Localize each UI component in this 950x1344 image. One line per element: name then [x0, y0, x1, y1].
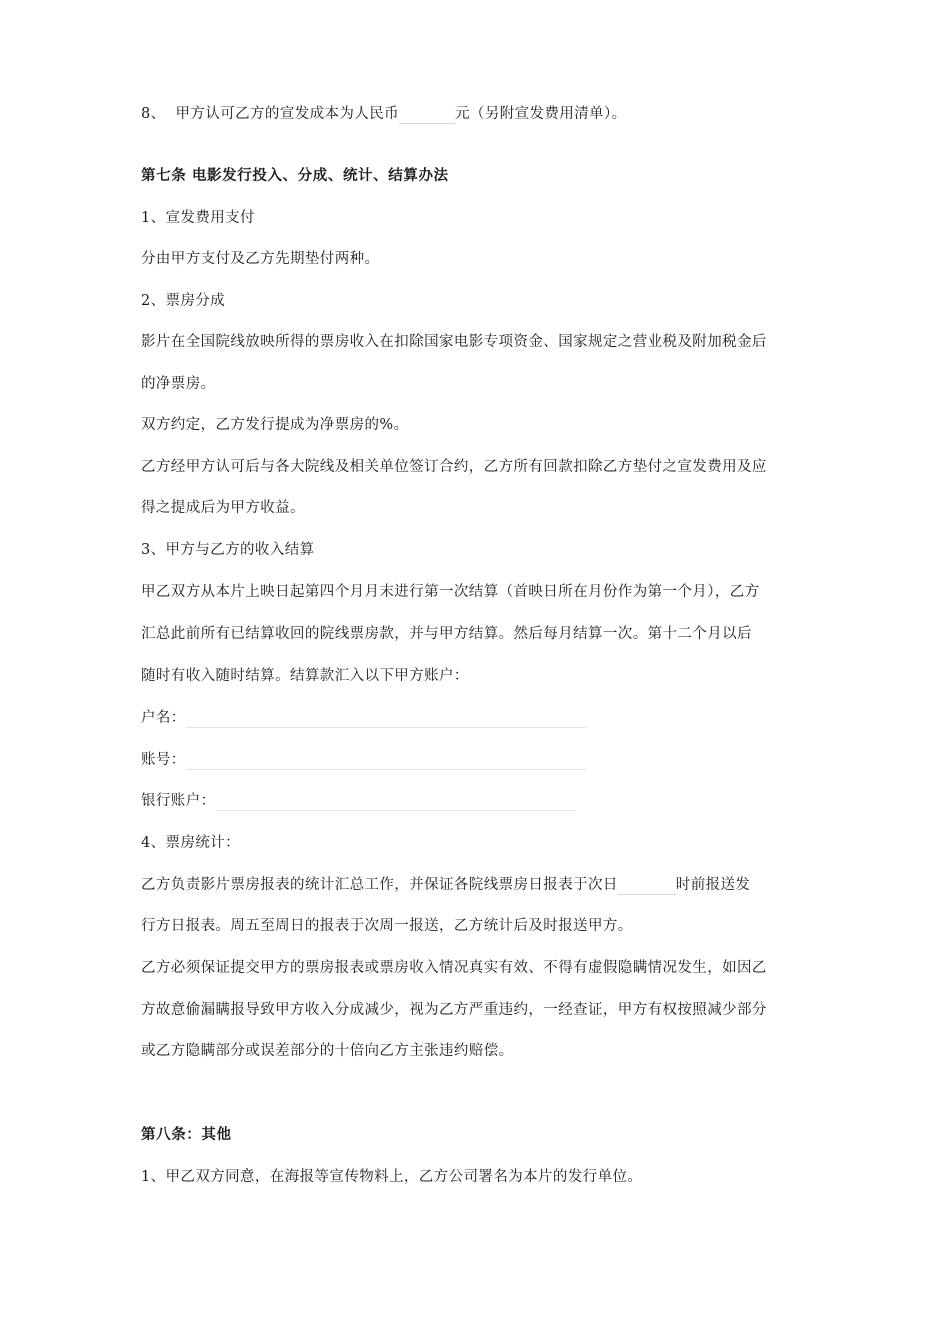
account-number-row [141, 750, 821, 770]
section-2-title: 2、票房分成 [141, 293, 226, 309]
bank-account-field[interactable] [216, 794, 576, 811]
report-time-text-after: 时前报送发 [675, 877, 751, 893]
item-8-text-after: 元（另附宣发费用清单）。 [455, 106, 627, 122]
section-1-paragraph: 分由甲方支付及乙方先期垫付两种。 [141, 251, 380, 267]
item-8-text-before: 甲方认可乙方的宣发成本为人民币 [175, 106, 400, 122]
section-3-paragraph-line-1: 甲乙双方从本片上映日起第四个月月末进行第一次结算（首映日所在月份作为第一个月），乙方 [141, 584, 760, 600]
account-name-label: 户名： [141, 710, 186, 726]
article-8-title: 第八条：其他 [141, 1126, 232, 1143]
account-name-row [141, 708, 821, 728]
article-8-section-1: 1、甲乙双方同意，在海报等宣传物料上，乙方公司署名为本片的发行单位。 [141, 1169, 643, 1185]
section-3-paragraph-line-2: 汇总此前所有已结算收回的院线票房款，并与甲方结算。然后每月结算一次。第十二个月以后 [141, 626, 752, 642]
section-4-paragraph-2-line-3: 或乙方隐瞒部分或误差部分的十倍向乙方主张违约赔偿。 [141, 1043, 514, 1059]
section-2-paragraph-2: 双方约定，乙方发行提成为净票房的%。 [141, 417, 409, 433]
section-4-paragraph-1-line-2: 行方日报表。周五至周日的报表于次周一报送，乙方统计后及时报送甲方。 [141, 918, 633, 934]
section-2-paragraph-3-line-1: 乙方经甲方认可后与各大院线及相关单位签订合约，乙方所有回款扣除乙方垫付之宣发费用及应 [141, 459, 767, 475]
section-4-paragraph-2-line-1: 乙方必须保证提交甲方的票房报表或票房收入情况真实有效、不得有虚假隐瞒情况发生，如因乙 [141, 960, 767, 976]
account-number-field[interactable] [186, 753, 586, 770]
section-2-paragraph-1-line-2: 的净票房。 [141, 376, 216, 392]
report-time-blank [618, 880, 676, 895]
item-number: 8、 [141, 106, 166, 122]
section-3-paragraph-line-3: 随时有收入随时结算。结算款汇入以下甲方账户： [141, 668, 469, 684]
amount-blank [399, 109, 455, 124]
section-2-paragraph-1-line-1: 影片在全国院线放映所得的票房收入在扣除国家电影专项资金、国家规定之营业税及附加税金后 [141, 334, 767, 350]
section-4-title: 4、票房统计： [141, 835, 241, 851]
account-number-label: 账号： [141, 752, 186, 768]
report-time-text-before: 乙方负责影片票房报表的统计汇总工作，并保证各院线票房日报表于次日 [141, 877, 618, 893]
clause-item-8 [141, 104, 821, 124]
section-4-paragraph-1-line-1 [141, 875, 821, 895]
bank-account-label: 银行账户： [141, 793, 216, 809]
section-4-paragraph-2-line-2: 方故意偷漏瞒报导致甲方收入分成减少，视为乙方严重违约，一经查证，甲方有权按照减少部分 [141, 1002, 767, 1018]
section-2-paragraph-3-line-2: 得之提成后为甲方收益。 [141, 500, 305, 516]
article-7-title: 第七条 电影发行投入、分成、统计、结算办法 [141, 167, 449, 184]
section-3-title: 3、甲方与乙方的收入结算 [141, 542, 315, 558]
bank-account-row [141, 791, 821, 811]
account-name-field[interactable] [186, 711, 586, 728]
section-1-title: 1、宣发费用支付 [141, 210, 255, 226]
